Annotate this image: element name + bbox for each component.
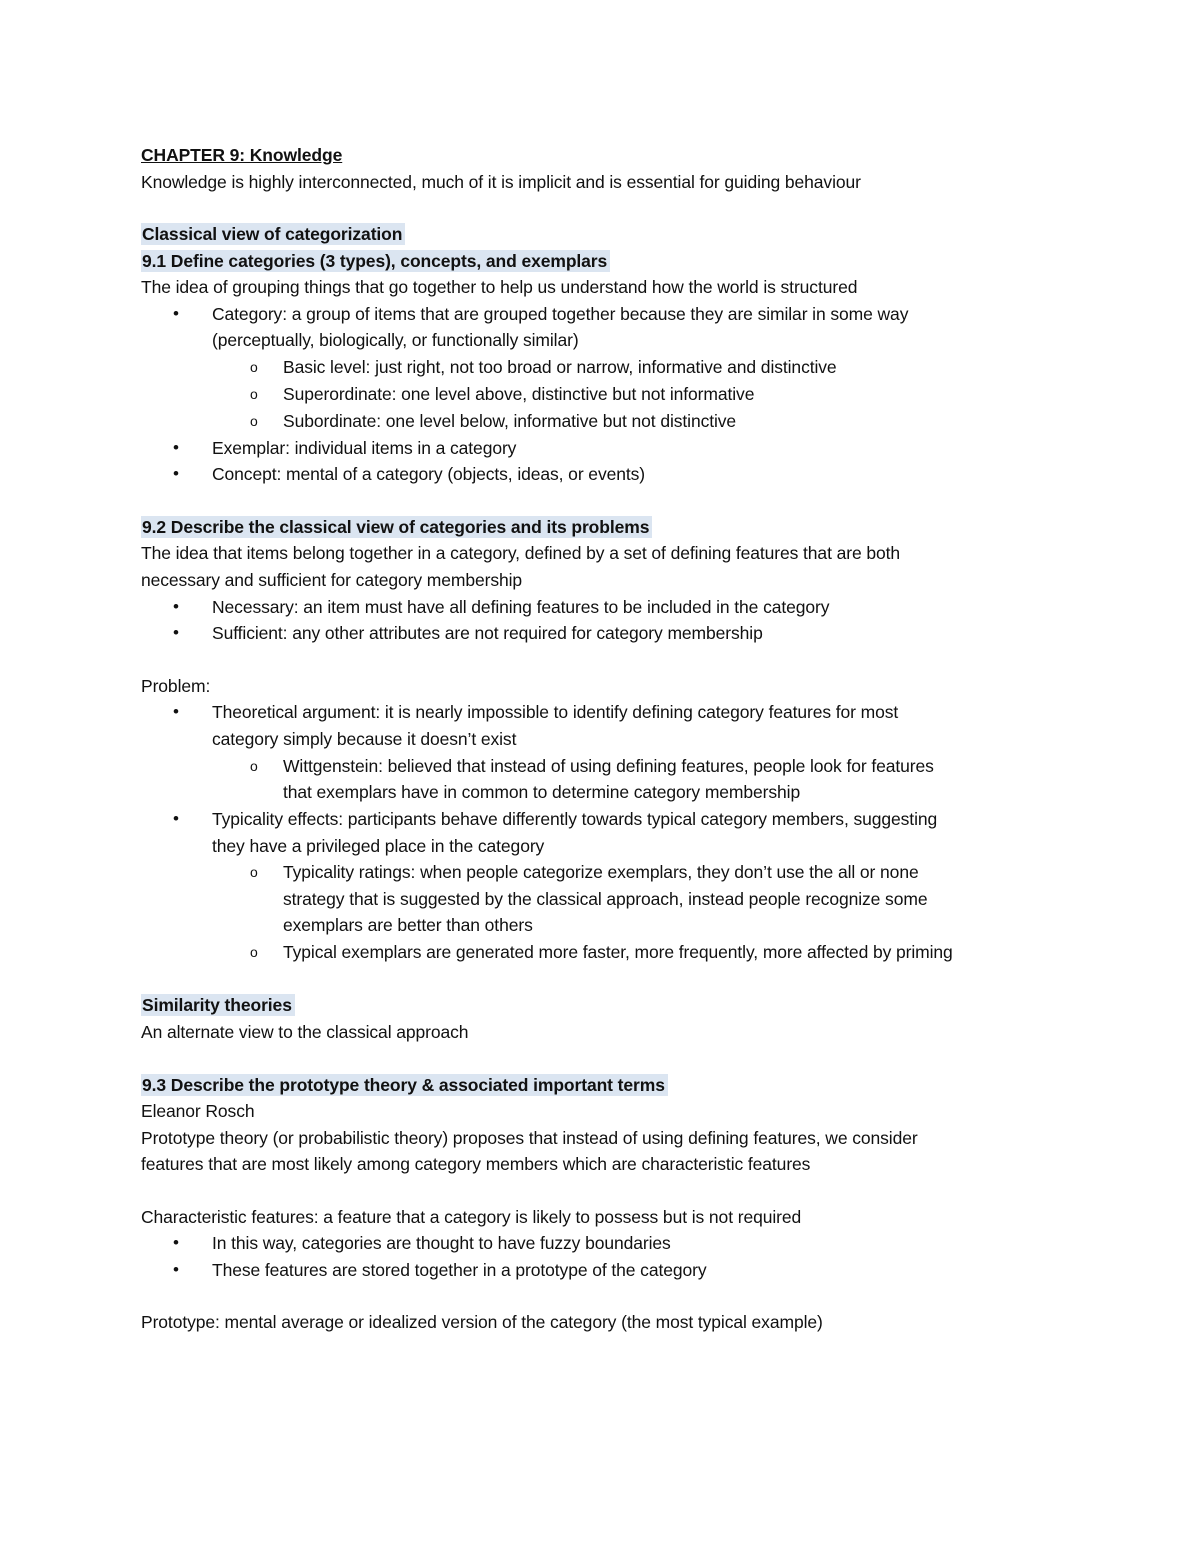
theoretical-argument-line1: Theoretical argument: it is nearly impossible to identify defining category features for most — [212, 702, 899, 722]
sub-bullet-marker: o — [250, 413, 258, 429]
bullet-marker: • — [173, 304, 179, 323]
heading-9-1-text: 9.1 Define categories (3 types), concepts, and exemplars — [141, 250, 610, 272]
heading-9-3-text: 9.3 Describe the prototype theory & associated important terms — [141, 1074, 668, 1096]
characteristic-features: Characteristic features: a feature that a category is likely to possess but is not required — [141, 1207, 802, 1227]
superordinate-item: Superordinate: one level above, distinctive but not informative — [283, 384, 755, 404]
s92-intro-line1: The idea that items belong together in a category, defined by a set of defining features that are both — [141, 543, 901, 563]
necessary-item: Necessary: an item must have all defining features to be included in the category — [212, 597, 830, 617]
prototype-theory-line1: Prototype theory (or probabilistic theory) proposes that instead of using defining features, we consider — [141, 1128, 918, 1148]
bullet-marker: • — [173, 438, 179, 457]
author-name: Eleanor Rosch — [141, 1101, 255, 1121]
typicality-ratings-line2: strategy that is suggested by the classical approach, instead people recognize some — [283, 889, 928, 909]
heading-9-1 — [141, 250, 610, 272]
heading-9-2 — [141, 516, 652, 538]
bullet-marker: • — [173, 597, 179, 616]
bullet-marker: • — [173, 623, 179, 642]
bullet-marker: • — [173, 702, 179, 721]
fuzzy-boundaries-item: In this way, categories are thought to have fuzzy boundaries — [212, 1233, 671, 1253]
typicality-ratings-line1: Typicality ratings: when people categorize exemplars, they don’t use the all or none — [283, 862, 919, 882]
typicality-ratings-line3: exemplars are better than others — [283, 915, 533, 935]
subordinate-item: Subordinate: one level below, informative but not distinctive — [283, 411, 737, 431]
section-heading-classical-text: Classical view of categorization — [141, 223, 405, 245]
heading-9-3 — [141, 1074, 668, 1096]
stored-features-item: These features are stored together in a prototype of the category — [212, 1260, 707, 1280]
chapter-intro: Knowledge is highly interconnected, much of it is implicit and is essential for guiding behaviour — [141, 172, 861, 192]
sufficient-item: Sufficient: any other attributes are not required for category membership — [212, 623, 763, 643]
category-definition-line2: (perceptually, biologically, or functionally similar) — [212, 330, 579, 350]
section-heading-classical — [141, 223, 405, 245]
bullet-marker: • — [173, 1260, 179, 1279]
sub-bullet-marker: o — [250, 864, 258, 880]
wittgenstein-line1: Wittgenstein: believed that instead of using defining features, people look for features — [283, 756, 934, 776]
category-definition-line1: Category: a group of items that are grouped together because they are similar in some way — [212, 304, 909, 324]
exemplar-item: Exemplar: individual items in a category — [212, 438, 517, 458]
basic-level-item: Basic level: just right, not too broad or narrow, informative and distinctive — [283, 357, 837, 377]
similarity-intro: An alternate view to the classical approach — [141, 1022, 469, 1042]
bullet-marker: • — [173, 464, 179, 483]
typicality-effects-line1: Typicality effects: participants behave differently towards typical category members, suggesting — [212, 809, 938, 829]
section-heading-similarity — [141, 994, 295, 1016]
concept-item: Concept: mental of a category (objects, ideas, or events) — [212, 464, 645, 484]
typical-exemplars-item: Typical exemplars are generated more faster, more frequently, more affected by priming — [283, 942, 953, 962]
typicality-effects-line2: they have a privileged place in the category — [212, 836, 545, 856]
prototype-definition: Prototype: mental average or idealized version of the category (the most typical example) — [141, 1312, 823, 1332]
theoretical-argument-line2: category simply because it doesn’t exist — [212, 729, 517, 749]
prototype-theory-line2: features that are most likely among category members which are characteristic features — [141, 1154, 811, 1174]
sub-bullet-marker: o — [250, 944, 258, 960]
bullet-marker: • — [173, 809, 179, 828]
s92-intro-line2: necessary and sufficient for category membership — [141, 570, 523, 590]
chapter-title: CHAPTER 9: Knowledge — [141, 145, 343, 165]
s91-intro: The idea of grouping things that go together to help us understand how the world is structured — [141, 277, 858, 297]
problem-label: Problem: — [141, 676, 211, 696]
section-heading-similarity-text: Similarity theories — [141, 994, 295, 1016]
bullet-marker: • — [173, 1233, 179, 1252]
wittgenstein-line2: that exemplars have in common to determine category membership — [283, 782, 801, 802]
sub-bullet-marker: o — [250, 386, 258, 402]
heading-9-2-text: 9.2 Describe the classical view of categories and its problems — [141, 516, 652, 538]
sub-bullet-marker: o — [250, 359, 258, 375]
sub-bullet-marker: o — [250, 758, 258, 774]
